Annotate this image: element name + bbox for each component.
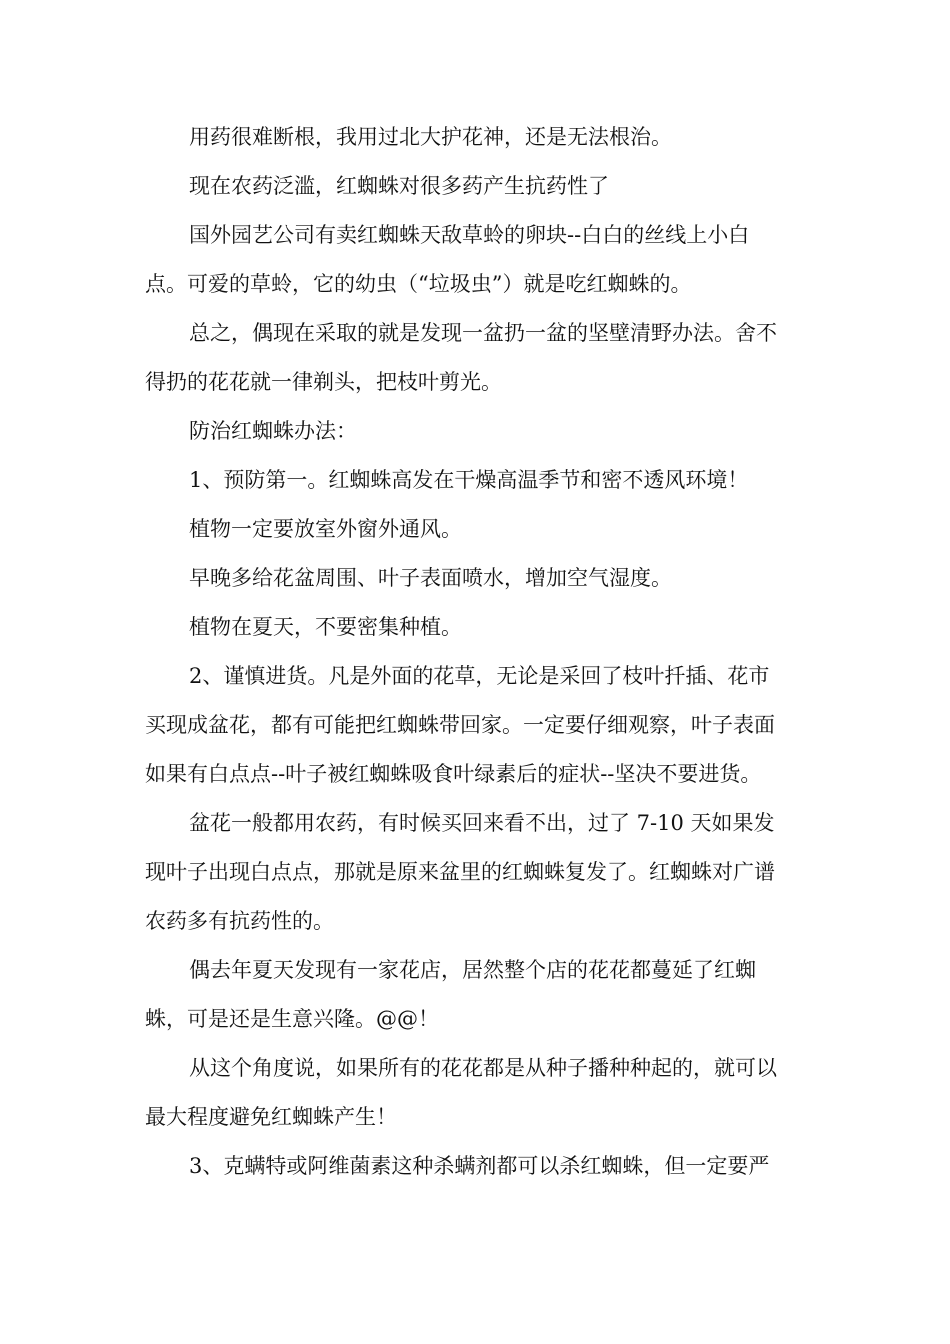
text-line: 得扔的花花就一律剃头，把枝叶剪光。 [145,370,502,394]
list-item [145,1142,807,1191]
list-item [145,456,807,505]
text-line: 2、谨慎进货。凡是外面的花草，无论是采回了枝叶扦插、花市 [189,664,770,688]
text-line: 早晚多给花盆周围、叶子表面喷水，增加空气湿度。 [189,566,672,590]
section-heading [145,407,807,456]
text-line: 如果有白点点--叶子被红蜘蛛吸食叶绿素后的症状--坚决不要进货。 [145,762,762,786]
paragraph [145,162,807,211]
paragraph [145,309,807,407]
text-line: 1、预防第一。红蜘蛛高发在干燥高温季节和密不透风环境！ [189,468,749,492]
text-line: 国外园艺公司有卖红蜘蛛天敌草蛉的卵块--白白的丝线上小白 [189,223,750,247]
paragraph [145,946,807,1044]
paragraph [145,505,807,554]
text-line: 买现成盆花，都有可能把红蜘蛛带回家。一定要仔细观察，叶子表面 [145,713,775,737]
text-line: 蛛，可是还是生意兴隆。@@！ [145,1007,439,1031]
text-line: 点。可爱的草蛉，它的幼虫（“垃圾虫”）就是吃红蜘蛛的。 [145,272,692,296]
text-line: 植物一定要放室外窗外通风。 [189,517,462,541]
text-line: 用药很难断根，我用过北大护花神，还是无法根治。 [189,125,672,149]
list-item [145,652,807,799]
paragraph [145,554,807,603]
text-line: 3、克螨特或阿维菌素这种杀螨剂都可以杀红蜘蛛，但一定要严 [189,1154,770,1178]
text-line: 农药多有抗药性的。 [145,909,334,933]
text-line: 防治红蜘蛛办法： [189,419,357,443]
paragraph [145,603,807,652]
text-line: 最大程度避免红蜘蛛产生！ [145,1105,397,1129]
paragraph [145,211,807,309]
text-line: 植物在夏天，不要密集种植。 [189,615,462,639]
text-line: 现在农药泛滥，红蜘蛛对很多药产生抗药性了 [189,174,609,198]
text-line: 现叶子出现白点点，那就是原来盆里的红蜘蛛复发了。红蜘蛛对广谱 [145,860,775,884]
paragraph [145,1044,807,1142]
paragraph [145,113,807,162]
text-line: 从这个角度说，如果所有的花花都是从种子播种种起的，就可以 [189,1056,777,1080]
text-line: 偶去年夏天发现有一家花店，居然整个店的花花都蔓延了红蜘 [189,958,756,982]
paragraph [145,799,807,946]
document-body [145,113,807,1191]
text-line: 盆花一般都用农药，有时候买回来看不出，过了 7-10 天如果发 [189,811,775,835]
text-line: 总之，偶现在采取的就是发现一盆扔一盆的坚壁清野办法。舍不 [189,321,777,345]
